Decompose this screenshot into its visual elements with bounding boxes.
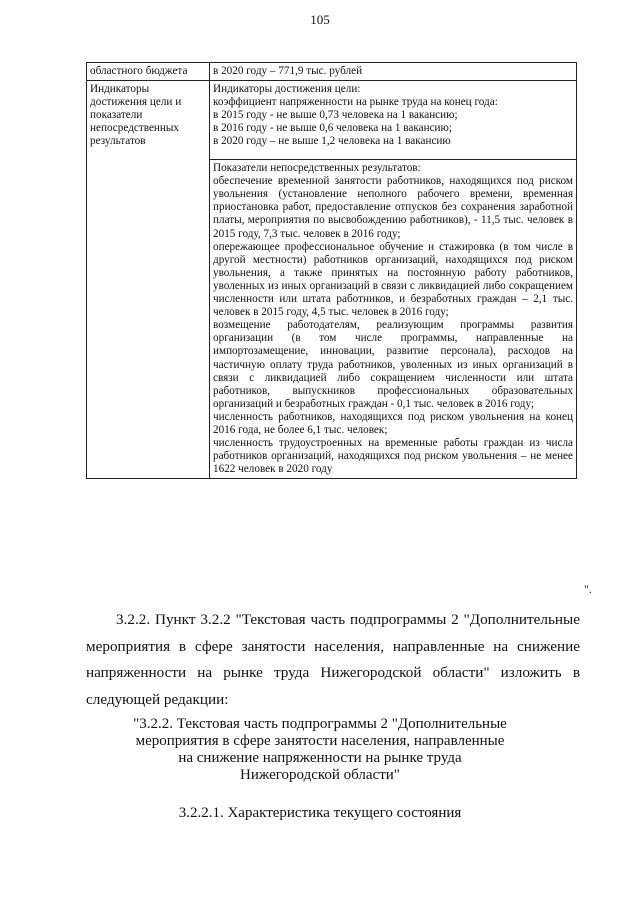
cell-line: показатели bbox=[90, 109, 143, 122]
table-row bbox=[87, 63, 577, 81]
subsection-heading: 3.2.2.1. Характеристика текущего состояния bbox=[178, 805, 462, 821]
page-number: 105 bbox=[310, 12, 330, 27]
cell-line: Индикаторы достижения цели: bbox=[213, 83, 361, 96]
cell-line: Индикаторы bbox=[90, 83, 150, 96]
cell-line: коэффициент напряженности на рынке труда на конец года: bbox=[213, 96, 498, 109]
cell-paragraph: возмещение работодателям, реализующим программы развития организации (в том числе программы, направленные на импортозамещение, инновации, развитие персонала), расходов на частичную оплату труда работников, уволенных из иных организаций в связи с ликвидацией либо сокращением численности или штата работников, выпускников профессиональных образовательных организаций и безработных граждан - 0,1 тыс. человек в 2016 году; bbox=[213, 319, 573, 410]
cell-line: в 2015 году - не выше 0,73 человека на 1 вакансию; bbox=[213, 109, 458, 122]
indicator-label-cell bbox=[87, 81, 210, 479]
heading-line: Нижегородской области" bbox=[240, 767, 400, 783]
heading-line: на снижение напряженности на рынке труда bbox=[178, 750, 462, 766]
table-cell: в 2020 году – 771,9 тыс. рублей bbox=[210, 63, 577, 81]
section-heading bbox=[0, 716, 640, 784]
cell-paragraph: численность трудоустроенных на временные работы граждан из числа работников организаций, находящихся под риском увольнения – не менее 1622 человек в 2020 году bbox=[213, 437, 573, 476]
body-paragraph bbox=[86, 607, 580, 713]
closing-quote: ". bbox=[584, 582, 592, 596]
cell-paragraph: численность работников, находящихся под риском увольнения на конец 2016 года, не более 6,1 тыс. человек; bbox=[213, 410, 573, 436]
goal-indicators-cell bbox=[210, 81, 577, 160]
paragraph-text: 3.2.2. Пункт 3.2.2 "Текстовая часть подпрограммы 2 "Дополнительные мероприятия в сфере занятости населения, направленные на снижение напряженности на рынке труда Нижегородской области" изложить в следующей редакции: bbox=[86, 611, 580, 708]
cell-line: в 2016 году - не выше 0,6 человека на 1 вакансию; bbox=[213, 122, 453, 135]
cell-paragraph: опережающее профессиональное обучение и стажировка (в том числе в другой местности) работников организаций, находящихся под риском увольнения, а также принятых на постоянную работу работников, уволенных из иных организаций в связи с ликвидацией либо сокращением численности или штата работников, и безработных граждан – 2,1 тыс. человек в 2015 году, 4,5 тыс. человек в 2016 году; bbox=[213, 240, 573, 319]
heading-line: "3.2.2. Текстовая часть подпрограммы 2 "Дополнительные bbox=[133, 716, 507, 732]
cell-line: результатов bbox=[90, 135, 146, 148]
direct-results-cell bbox=[210, 160, 577, 479]
program-table bbox=[86, 62, 577, 479]
table-row bbox=[87, 81, 577, 160]
cell-line: достижения цели и bbox=[90, 96, 182, 109]
cell-paragraph: Показатели непосредственных результатов: bbox=[213, 162, 421, 175]
heading-line: мероприятия в сфере занятости населения, направленные bbox=[135, 733, 505, 749]
table-cell: областного бюджета bbox=[87, 63, 210, 81]
cell-paragraph: обеспечение временной занятости работников, находящихся под риском увольнения (установление неполного рабочего времени, временная приостановка работ, предоставление отпусков без сохранения заработной платы, мероприятия по высвобождению работников), - 11,5 тыс. человек в 2015 году, 7,3 тыс. человек в 2016 году; bbox=[213, 175, 573, 240]
cell-line: в 2020 году – не выше 1,2 человека на 1 вакансию bbox=[213, 135, 451, 148]
cell-line: непосредственных bbox=[90, 122, 180, 135]
